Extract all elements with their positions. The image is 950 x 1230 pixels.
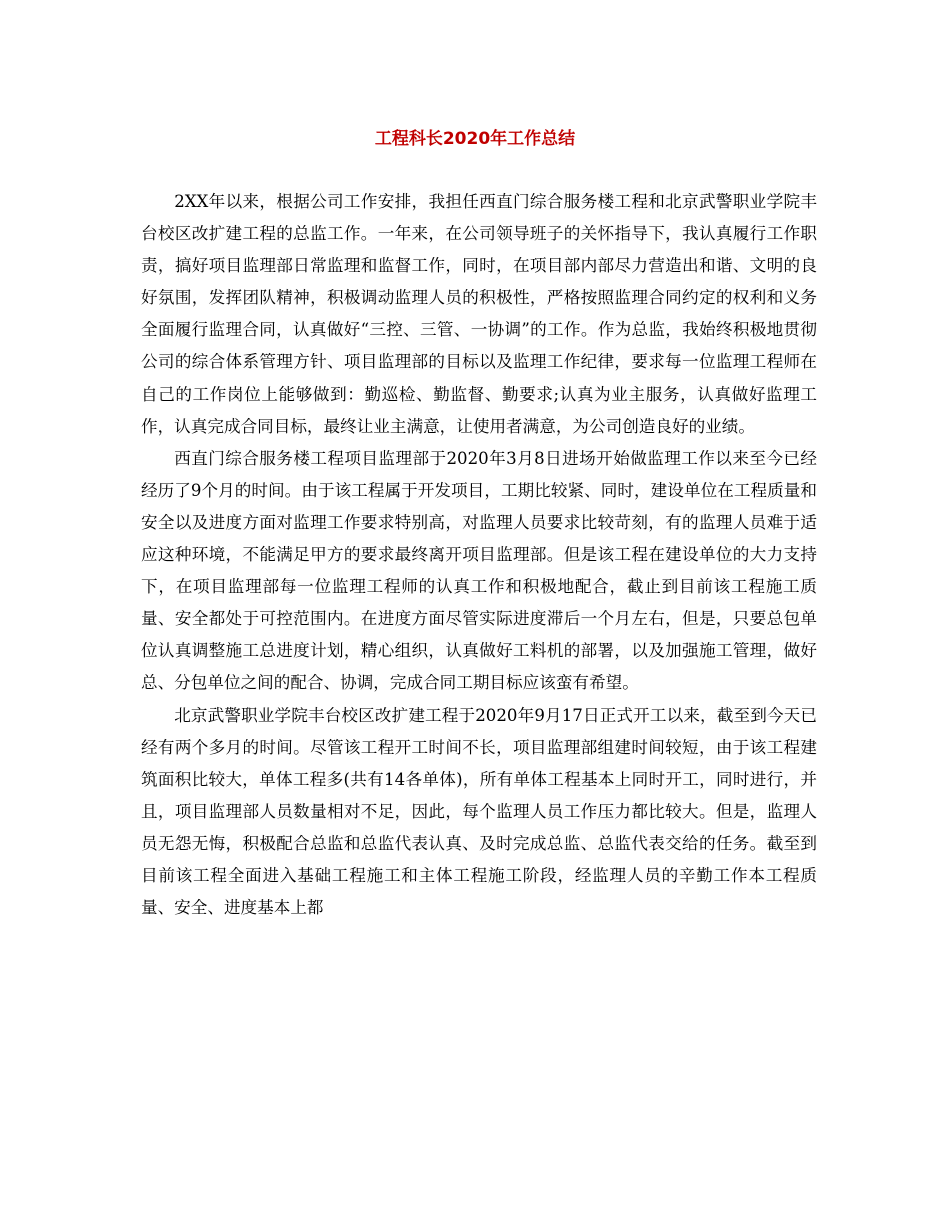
paragraph-3: 北京武警职业学院丰台校区改扩建工程于2020年9月17日正式开工以来，截至到今天已经有两个多月的时间。尽管该工程开工时间不长，项目监理部组建时间较短，由于该工程建筑面积比较大，单体工程多(共有14各单体)，所有单体工程基本上同时开工，同时进行，并且，项目监理部人员数量相对不足，因此，每个监理人员工作压力都比较大。但是，监理人员无怨无悔，积极配合总监和总监代表认真、及时完成总监、总监代表交给的任务。截至到目前该工程全面进入基础工程施工和主体工程施工阶段，经监理人员的辛勤工作本工程质量、安全、进度基本上都 [141,705,817,918]
paragraph-2: 西直门综合服务楼工程项目监理部于2020年3月8日进场开始做监理工作以来至今已经经历了9个月的时间。由于该工程属于开发项目，工期比较紧、同时，建设单位在工程质量和安全以及进度方面对监理工作要求特别高，对监理人员要求比较苛刻，有的监理人员难于适应这种环境，不能满足甲方的要求最终离开项目监理部。但是该工程在建设单位的大力支持下，在项目监理部每一位监理工程师的认真工作和积极地配合，截止到目前该工程施工质量、安全都处于可控范围内。在进度方面尽管实际进度滞后一个月左右，但是，只要总包单位认真调整施工总进度计划，精心组织，认真做好工料机的部署，以及加强施工管理，做好总、分包单位之间的配合、协调，完成合同工期目标应该蛮有希望。 [141,448,817,693]
paragraph-1: 2XX年以来，根据公司工作安排，我担任西直门综合服务楼工程和北京武警职业学院丰台校区改扩建工程的总监工作。一年来，在公司领导班子的关怀指导下，我认真履行工作职责，搞好项目监理部日常监理和监督工作，同时，在项目部内部尽力营造出和谐、文明的良好氛围，发挥团队精神，积极调动监理人员的积极性，严格按照监理合同约定的权利和义务全面履行监理合同，认真做好“三控、三管、一协调”的工作。作为总监，我始终积极地贯彻公司的综合体系管理方针、项目监理部的目标以及监理工作纪律，要求每一位监理工程师在自己的工作岗位上能够做到：勤巡检、勤监督、勤要求;认真为业主服务，认真做好监理工作，认真完成合同目标，最终让业主满意，让使用者满意，为公司创造良好的业绩。 [141,192,817,436]
document-body [141,186,817,924]
document-title: 工程科长2020年工作总结 [374,129,576,149]
